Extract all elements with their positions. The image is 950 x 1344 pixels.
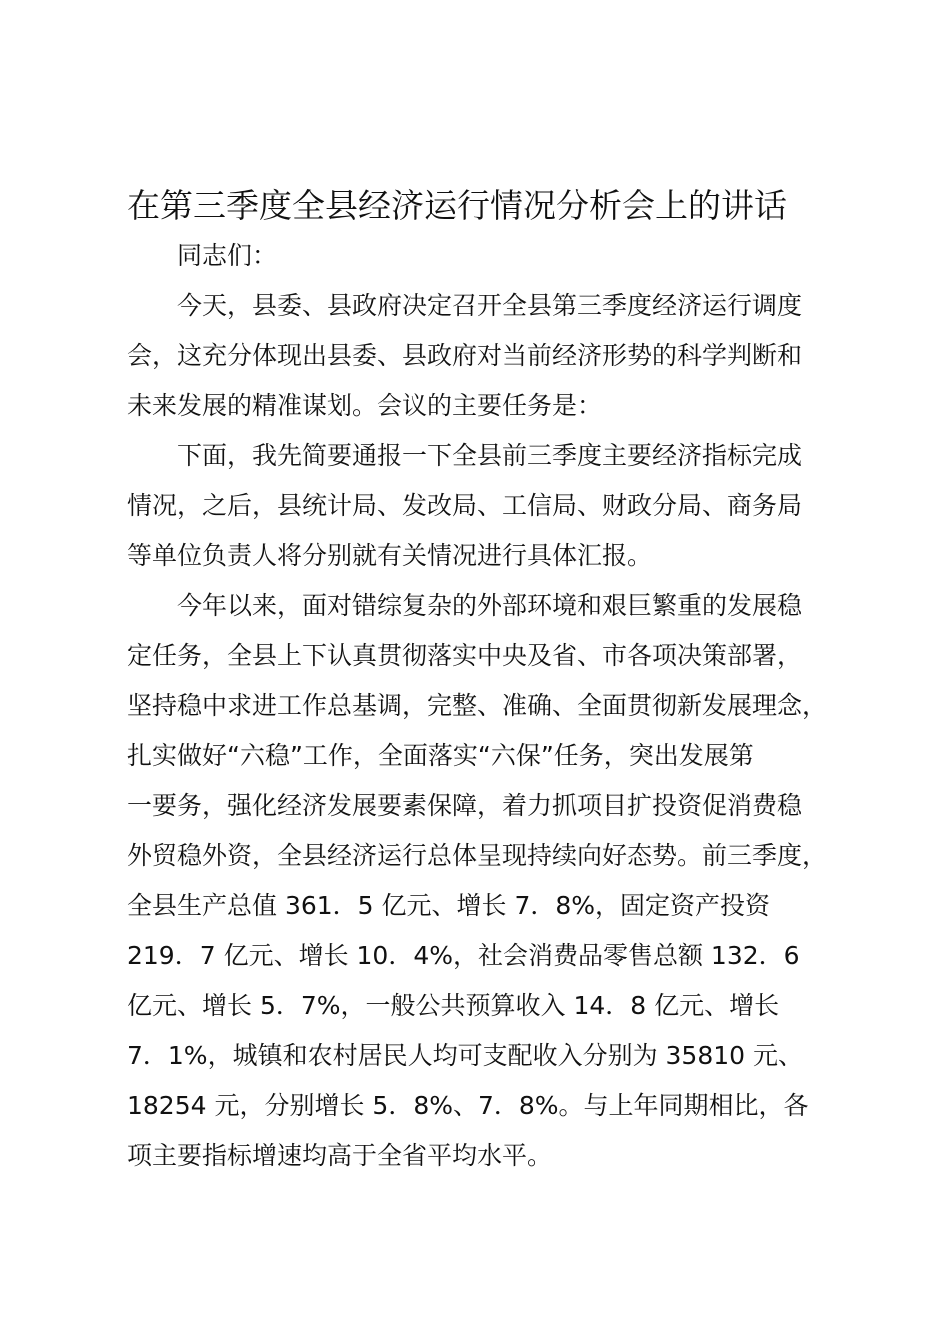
document-title: 在第三季度全县经济运行情况分析会上的讲话: [127, 186, 787, 225]
paragraph-line: 情况，之后，县统计局、发改局、工信局、财政分局、商务局: [127, 491, 803, 520]
paragraph-line: 今年以来，面对错综复杂的外部环境和艰巨繁重的发展稳: [177, 591, 803, 620]
paragraph-line: 一要务，强化经济发展要素保障，着力抓项目扩投资促消费稳: [127, 791, 803, 820]
paragraph-line: 7．1%，城镇和农村居民人均可支配收入分别为 35810 元、: [127, 1041, 803, 1070]
paragraph-line: 外贸稳外资，全县经济运行总体呈现持续向好态势。前三季度，: [127, 841, 828, 870]
paragraph-line: 未来发展的精准谋划。会议的主要任务是：: [127, 391, 603, 420]
paragraph-line: 亿元、增长 5．7%，一般公共预算收入 14．8 亿元、增长: [127, 991, 780, 1020]
paragraph-line: 全县生产总值 361．5 亿元、增长 7．8%，固定资产投资: [127, 891, 771, 920]
paragraph-line: 扎实做好“六稳”工作，全面落实“六保”任务，突出发展第: [127, 741, 754, 770]
paragraph-line: 会，这充分体现出县委、县政府对当前经济形势的科学判断和: [127, 341, 803, 370]
paragraph-line: 219．7 亿元、增长 10．4%，社会消费品零售总额 132．6: [127, 941, 800, 970]
paragraph-line: 下面，我先简要通报一下全县前三季度主要经济指标完成: [177, 441, 803, 470]
paragraph-line: 今天，县委、县政府决定召开全县第三季度经济运行调度: [177, 291, 803, 320]
paragraph-line: 等单位负责人将分别就有关情况进行具体汇报。: [127, 541, 653, 570]
paragraph-line: 18254 元，分别增长 5．8%、7．8%。与上年同期相比，各: [127, 1091, 809, 1120]
salutation: 同志们：: [177, 241, 278, 270]
paragraph-line: 定任务，全县上下认真贯彻落实中央及省、市各项决策部署，: [127, 641, 803, 670]
paragraph-line: 坚持稳中求进工作总基调，完整、准确、全面贯彻新发展理念，: [127, 691, 828, 720]
paragraph-line: 项主要指标增速均高于全省平均水平。: [127, 1141, 553, 1170]
